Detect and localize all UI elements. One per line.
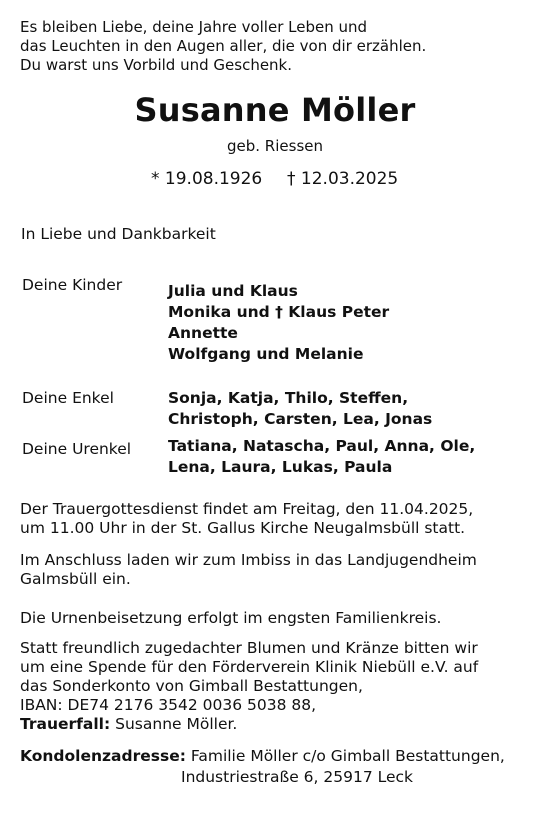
deceased-name: Susanne Möller	[134, 91, 416, 129]
trauerfall-value: Susanne Möller.	[110, 715, 238, 733]
family-label-great-grandchildren: Deine Urenkel	[22, 440, 132, 458]
urn-info: Die Urnenbeisetzung erfolgt im engsten Familienkreis.	[20, 609, 442, 627]
paragraph-line: um eine Spende für den Förderverein Klinik Niebüll e.V. auf	[20, 658, 479, 676]
poem-line: Du warst uns Vorbild und Geschenk.	[20, 56, 293, 74]
family-names-children	[168, 281, 389, 365]
trauerfall-label: Trauerfall:	[20, 715, 111, 733]
poem-line: das Leuchten in den Augen aller, die von dir erzählen.	[20, 37, 427, 55]
paragraph-line: das Sonderkonto von Gimball Bestattungen,	[20, 677, 363, 695]
service-info	[20, 500, 473, 538]
condolence-line	[20, 747, 505, 766]
condolence-label: Kondolenzadresse:	[20, 747, 186, 765]
donation-info	[20, 639, 478, 715]
birth-name: geb. Riessen	[227, 137, 323, 155]
paragraph-line: Im Anschluss laden wir zum Imbiss in das Landjugendheim	[20, 551, 477, 569]
paragraph-line: Statt freundlich zugedachter Blumen und Kränze bitten wir	[20, 639, 478, 657]
intro-text: In Liebe und Dankbarkeit	[21, 225, 216, 243]
death-date: † 12.03.2025	[287, 169, 399, 189]
family-name-line: Sonja, Katja, Thilo, Steffen,	[168, 389, 409, 407]
condolence-address-line2: Industriestraße 6, 25917 Leck	[181, 768, 414, 786]
family-label-children: Deine Kinder	[22, 276, 123, 294]
paragraph-line: Der Trauergottesdienst findet am Freitag, den 11.04.2025,	[20, 500, 474, 518]
family-name-line: Lena, Laura, Lukas, Paula	[168, 458, 393, 476]
paragraph-line: IBAN: DE74 2176 3542 0036 5038 88,	[20, 696, 317, 714]
family-name-line: Julia und Klaus	[168, 282, 298, 300]
paragraph-line: Galmsbüll ein.	[20, 570, 131, 588]
family-name-line: Christoph, Carsten, Lea, Jonas	[168, 410, 433, 428]
family-label-grandchildren: Deine Enkel	[22, 389, 114, 407]
family-name-line: Wolfgang und Melanie	[168, 345, 364, 363]
reception-info	[20, 551, 477, 589]
condolence-address-line1: Familie Möller c/o Gimball Bestattungen,	[185, 747, 505, 765]
family-names-great-grandchildren	[168, 436, 475, 478]
trauerfall-line	[20, 715, 237, 734]
family-name-line: Tatiana, Natascha, Paul, Anna, Ole,	[168, 437, 476, 455]
family-name-line: Annette	[168, 324, 238, 342]
birth-date: * 19.08.1926	[151, 169, 263, 189]
poem-line: Es bleiben Liebe, deine Jahre voller Leben und	[20, 18, 368, 36]
poem	[20, 18, 426, 75]
paragraph-line: um 11.00 Uhr in der St. Gallus Kirche Neugalmsbüll statt.	[20, 519, 466, 537]
family-name-line: Monika und † Klaus Peter	[168, 303, 390, 321]
family-names-grandchildren	[168, 388, 432, 430]
